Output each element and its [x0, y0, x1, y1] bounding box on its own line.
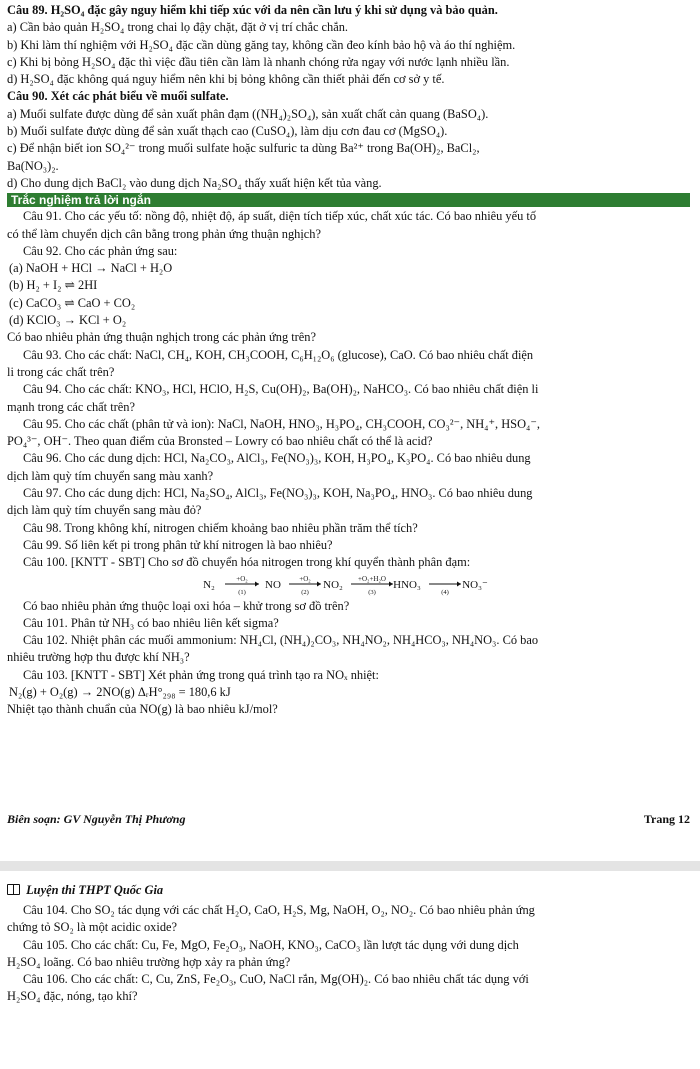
text-line: d) Cho dung dịch BaCl₂ vào dung dịch Na₂SO₄ thấy xuất hiện kết tủa vàng. — [7, 175, 382, 190]
diagram-step: (4) — [440, 588, 449, 596]
text-line: b) Khi làm thí nghiệm với H₂SO₄ đặc cần dùng găng tay, không cần đeo kính bảo hộ và áo thí nghiệm. — [7, 37, 516, 52]
text-line: chứng tỏ SO₂ là một acidic oxide? — [7, 920, 178, 935]
questions-89-90 — [7, 2, 690, 192]
text-line: c) Khi bị bỏng H₂SO₄ đặc thì việc đầu tiên cần làm là nhanh chóng rửa ngay với nước lạnh nhiều lần. — [7, 54, 510, 69]
diagram-species: N₂ — [202, 578, 215, 591]
diagram-svg — [199, 572, 499, 598]
questions-100-103 — [7, 598, 690, 719]
text-line: mạnh trong các chất trên? — [7, 399, 135, 414]
diagram-step: (2) — [300, 588, 309, 596]
text-line: d) H₂SO₄ đặc không quá nguy hiểm nên khi bị bỏng không cần thiết phải đến cơ sở y tế. — [7, 72, 445, 87]
page-content — [7, 883, 690, 1006]
diagram-species: HNO₃ — [392, 578, 421, 591]
text-line: PO₄³⁻, OH⁻. Theo quan điểm của Bronsted – Lowry có bao nhiêu chất có thể là acid? — [7, 434, 433, 449]
book-icon — [7, 884, 20, 895]
text-line: Câu 95. Cho các chất (phân tử và ion): NaCl, NaOH, HNO₃, H₃PO₄, CH₃COOH, CO₃²⁻, NH₄⁺, HSO₄⁻, — [23, 416, 540, 431]
text-line: (a) NaOH + HCl → NaCl + H₂O — [9, 261, 173, 276]
text-line: Có bao nhiêu phản ứng thuận nghịch trong các phản ứng trên? — [7, 330, 317, 345]
text-line: Câu 98. Trong không khí, nitrogen chiếm khoảng bao nhiêu phần trăm thể tích? — [23, 520, 418, 535]
diagram-arrowhead — [457, 581, 461, 586]
section-heading: Trắc nghiệm trả lời ngắn — [7, 193, 690, 207]
text-line: Câu 92. Cho các phản ứng sau: — [23, 243, 178, 258]
text-line: (b) H₂ + I₂ ⇌ 2HI — [9, 278, 98, 293]
text-line: a) Muối sulfate được dùng để sản xuất phân đạm ((NH₄)₂SO₄), sản xuất chất cản quang (BaSO₄). — [7, 106, 489, 121]
text-line: Câu 99. Số liên kết pi trong phân tử khí nitrogen là bao nhiêu? — [23, 537, 333, 552]
text-line: Câu 94. Cho các chất: KNO₃, HCl, HClO, H₂S, Cu(OH)₂, Ba(OH)₂, NaHCO₃. Có bao nhiêu chất điện li — [23, 382, 539, 397]
diagram-species: NO — [264, 578, 281, 591]
text-line: Câu 104. Cho SO₂ tác dụng với các chất H₂O, CaO, H₂S, Mg, NaOH, O₂, NO₂. Có bao nhiêu phản ứng — [23, 903, 535, 917]
text-line: li trong các chất trên? — [7, 364, 115, 379]
page-gap — [0, 861, 700, 871]
document-page-13 — [0, 871, 700, 1069]
text-line: dịch làm quỳ tím chuyển sang màu đỏ? — [7, 503, 202, 518]
questions-104-106 — [7, 902, 690, 1006]
text-line: Câu 103. [KNTT - SBT] Xét phản ứng trong quá trình tạo ra NOₓ nhiệt: — [23, 667, 379, 682]
text-line: Câu 106. Cho các chất: C, Cu, ZnS, Fe₂O₃, CuO, NaCl rắn, Mg(OH)₂. Có bao nhiêu chất tác dụng với — [23, 972, 529, 987]
text-line: c) Để nhận biết ion SO₄²⁻ trong muối sulfate hoặc sulfuric ta dùng Ba²⁺ trong Ba(OH)₂, BaCl₂, — [7, 141, 480, 156]
diagram-reagent: +O₂ — [298, 574, 311, 583]
text-line: H₂SO₄ loãng. Có bao nhiêu trường hợp xảy ra phản ứng? — [7, 954, 291, 969]
text-line: Câu 101. Phân tử NH₃ có bao nhiêu liên kết sigma? — [23, 615, 279, 630]
text-line: Câu 91. Cho các yếu tố: nồng độ, nhiệt độ, áp suất, diện tích tiếp xúc, chất xúc tác. Có bao nhiêu yếu tố — [23, 209, 537, 224]
text-line: Ba(NO₃)₂. — [7, 158, 59, 173]
diagram-step: (1) — [237, 588, 246, 596]
diagram-arrowhead — [255, 581, 259, 586]
text-line: (c) CaCO₃ ⇌ CaO + CO₂ — [9, 295, 136, 310]
diagram-arrowhead — [317, 581, 321, 586]
header-title: Luyện thi THPT Quốc Gia — [26, 883, 164, 897]
text-line: b) Muối sulfate được dùng để sản xuất thạch cao (CuSO₄), làm dịu cơn đau cơ (MgSO₄). — [7, 124, 448, 139]
diagram-species: NO₃⁻ — [461, 578, 488, 591]
text-line: dịch làm quỳ tím chuyển sang màu xanh? — [7, 468, 214, 483]
page-footer — [7, 812, 690, 827]
text-line: Có bao nhiêu phản ứng thuộc loại oxi hóa – khử trong sơ đồ trên? — [23, 598, 350, 613]
text-line: Nhiệt tạo thành chuẩn của NO(g) là bao nhiêu kJ/mol? — [7, 702, 278, 717]
text-line: có thể làm chuyển dịch cân bằng trong phản ứng thuận nghịch? — [7, 226, 321, 241]
text-line: Câu 100. [KNTT - SBT] Cho sơ đồ chuyển hóa nitrogen trong khí quyển thành phân đạm: — [23, 555, 471, 570]
text-line: Câu 90. Xét các phát biểu về muối sulfate. — [7, 89, 229, 104]
text-line: Câu 97. Cho các dung dịch: HCl, Na₂SO₄, AlCl₃, Fe(NO₃)₃, KOH, Na₃PO₄, HNO₃. Có bao nhiêu dung — [23, 486, 533, 501]
text-line: Câu 93. Cho các chất: NaCl, CH₄, KOH, CH₃COOH, C₆H₁₂O₆ (glucose), CaO. Có bao nhiêu chất điện — [23, 347, 534, 362]
footer-page-number: Trang 12 — [643, 812, 690, 826]
text-line: (d) KClO₃ → KCl + O₂ — [9, 313, 127, 328]
diagram-species: NO₂ — [322, 578, 343, 591]
diagram-reagent: +O₂+H₂O — [357, 574, 386, 583]
nitrogen-conversion-diagram — [7, 572, 690, 598]
diagram-step: (3) — [367, 588, 376, 596]
questions-91-100 — [7, 208, 690, 571]
text-line: Câu 96. Cho các dung dịch: HCl, Na₂CO₃, AlCl₃, Fe(NO₃)₃, KOH, H₃PO₄, K₃PO₄. Có bao nhiêu dung — [23, 451, 531, 466]
page-content — [7, 2, 690, 719]
text-line: H₂SO₄ đặc, nóng, tạo khí? — [7, 989, 138, 1004]
text-line: Câu 105. Cho các chất: Cu, Fe, MgO, Fe₂O₃, NaOH, KNO₃, CaCO₃ lần lượt tác dụng với dung dịch — [23, 937, 519, 952]
text-line: N₂(g) + O₂(g) → 2NO(g) ΔᵣH°₂₉₈ = 180,6 kJ — [9, 684, 231, 699]
diagram-reagent: +O₂ — [235, 574, 248, 583]
text-line: a) Cần bảo quản H₂SO₄ trong chai lọ đậy chặt, đặt ở vị trí chắc chắn. — [7, 20, 349, 35]
text-line: Câu 102. Nhiệt phân các muối ammonium: NH₄Cl, (NH₄)₂CO₃, NH₄NO₂, NH₄HCO₃, NH₄NO₃. Có bao — [23, 633, 539, 648]
footer-author: Biên soạn: GV Nguyễn Thị Phương — [7, 812, 186, 826]
text-line: nhiêu trường hợp thu được khí NH₃? — [7, 650, 190, 665]
page-header — [7, 883, 690, 898]
text-line: Câu 89. H₂SO₄ đặc gây nguy hiểm khi tiếp xúc với da nên cần lưu ý khi sử dụng và bảo quản. — [7, 3, 498, 17]
